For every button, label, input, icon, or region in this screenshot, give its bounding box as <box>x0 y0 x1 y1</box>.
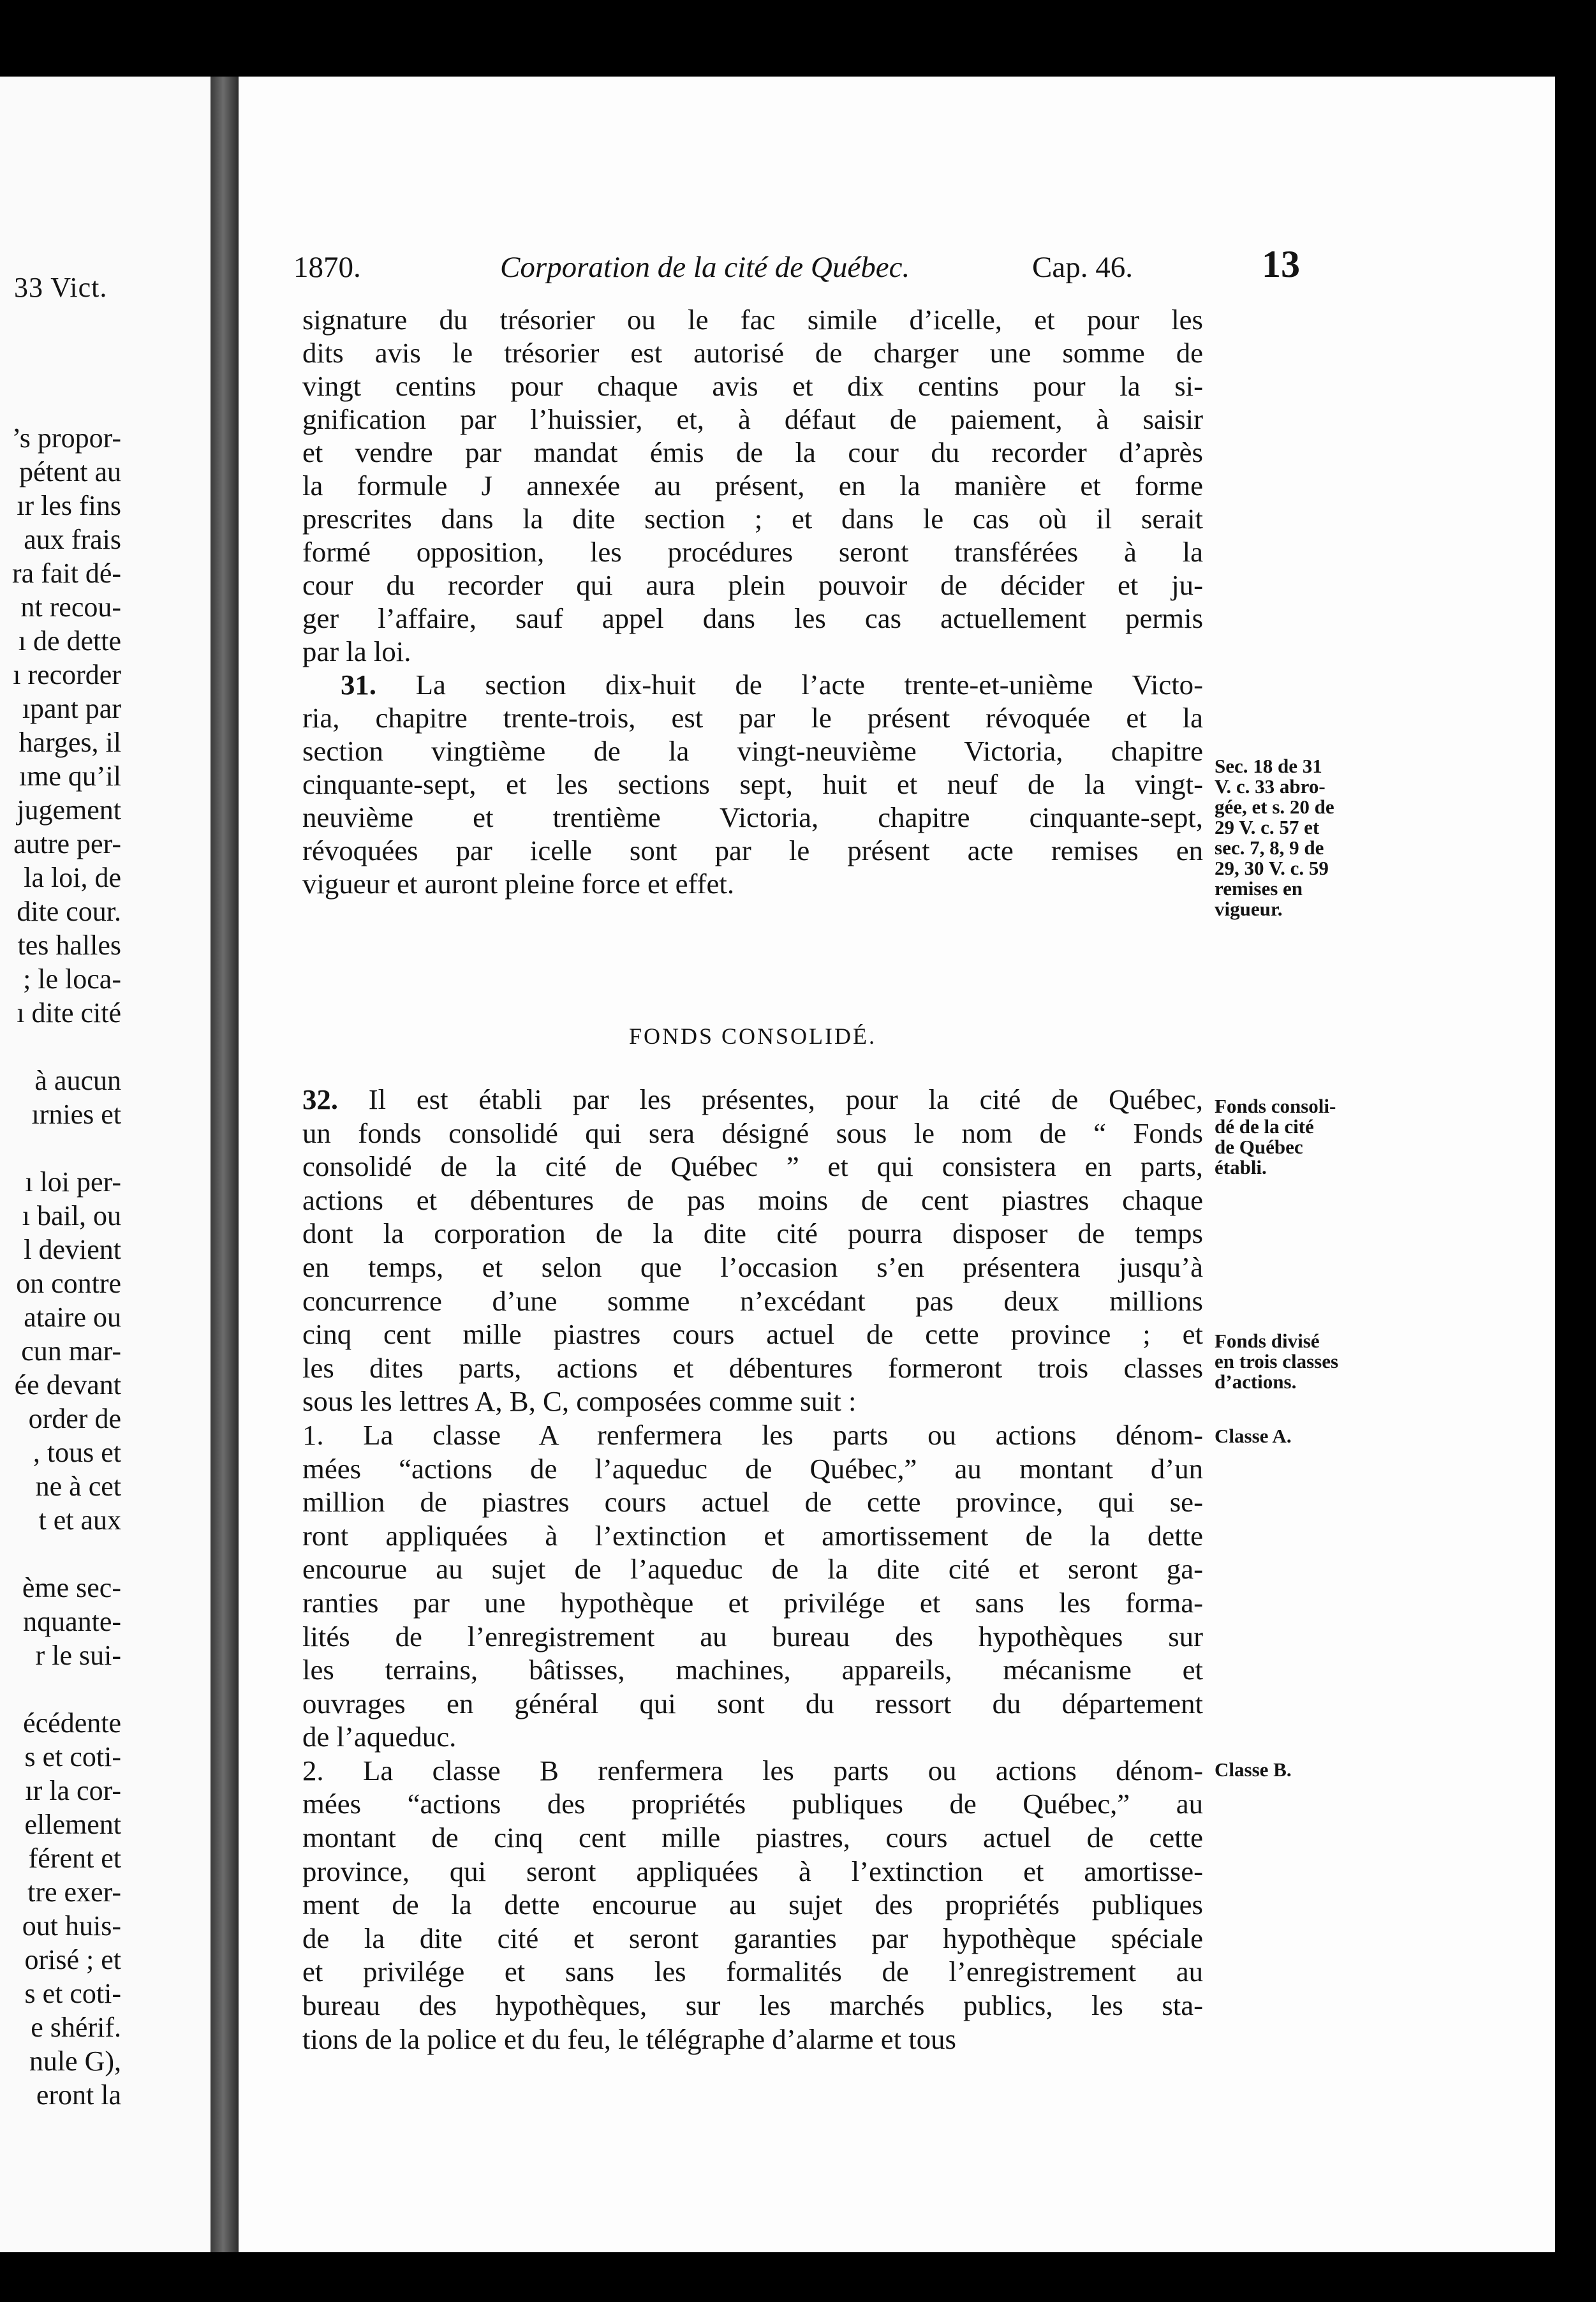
text-line: gnification par l’huissier, et, à défaut de paiement, à saisir <box>302 403 1203 435</box>
previous-page-line: tre exer- <box>27 1876 121 1908</box>
text-line <box>302 668 1203 701</box>
text-line: ment de la dette encourue au sujet des propriétés publiques <box>302 1889 1203 1921</box>
previous-page-line: ı de dette <box>18 625 121 657</box>
previous-page-line: e shérif. <box>31 2012 121 2043</box>
section-number: 31. <box>341 669 376 701</box>
text-line: dits avis le trésorier est autorisé de charger une somme de <box>302 337 1203 369</box>
line-text: La section dix-huit de l’acte trente-et-unième Victo- <box>415 669 1203 701</box>
previous-page-line <box>0 1537 121 1571</box>
margin-note-line: en trois classes <box>1215 1350 1339 1372</box>
previous-page-line: tes halles <box>17 930 121 961</box>
continuation-paragraph <box>302 303 1203 668</box>
previous-page-line: ı bail, ou <box>22 1200 121 1231</box>
text-line: tions de la police et du feu, le télégraphe d’alarme et tous <box>302 2023 956 2055</box>
text-line: la formule J annexée au présent, en la manière et forme <box>302 470 1203 501</box>
previous-page-line: dite cour. <box>17 896 121 927</box>
text-line: ouvrages en général qui sont du ressort du département <box>302 1687 1203 1719</box>
margin-note-line: Fonds divisé <box>1215 1330 1320 1352</box>
text-line: et vendre par mandat émis de la cour du recorder d’après <box>302 436 1203 468</box>
text-line: cinquante-sept, et les sections sept, huit et neuf de la vingt- <box>302 768 1203 800</box>
text-line: million de piastres cours actuel de cette province, qui se- <box>302 1486 1203 1519</box>
previous-page-line: ıme qu’il <box>18 761 121 792</box>
previous-page-header: 33 Vict. <box>14 272 108 303</box>
text-line: montant de cinq cent mille piastres, cours actuel de cette <box>302 1822 1203 1854</box>
text-line: en temps, et selon que l’occasion s’en présentera jusqu’à <box>302 1251 1203 1283</box>
previous-page-line: s et coti- <box>24 1741 121 1772</box>
page-number: 13 <box>1262 243 1300 285</box>
text-line <box>302 1083 1203 1117</box>
previous-page-line: ı recorder <box>13 659 121 690</box>
previous-page-line: aux frais <box>24 524 121 555</box>
margin-note-line: dé de la cité <box>1215 1115 1314 1138</box>
text-line: bureau des hypothèques, sur les marchés publics, les sta- <box>302 1989 1203 2022</box>
text-line: 2. La classe B renfermera les parts ou actions dénom- <box>302 1754 1203 1786</box>
text-line: concurrence d’une somme n’excédant pas deux millions <box>302 1284 1203 1317</box>
text-line: ranties par une hypothèque et privilége et sans les forma- <box>302 1586 1203 1619</box>
text-line: ront appliquées à l’extinction et amortissement de la dette <box>302 1519 1203 1552</box>
running-header-title: Corporation de la cité de Québec. <box>500 251 910 284</box>
previous-page-line: ırnies et <box>31 1099 121 1130</box>
text-line: actions et débentures de pas moins de cent piastres chaque <box>302 1184 1203 1216</box>
scan-border-top <box>0 0 1596 77</box>
main-text-bottom <box>302 1083 1203 2056</box>
previous-page-line: pétent au <box>18 456 121 487</box>
text-line: vigueur et auront pleine force et effet. <box>302 868 735 900</box>
margin-note-line: de Québec <box>1215 1136 1303 1158</box>
text-line: formé opposition, les procédures seront transférées à la <box>302 536 1203 568</box>
previous-page-line: écédente <box>23 1707 121 1739</box>
text-line: sous les lettres A, B, C, composées comme suit : <box>302 1385 857 1418</box>
line-text: Il est établi par les présentes, pour la cité de Québec, <box>368 1083 1203 1115</box>
previous-page-line: s et coti- <box>24 1978 121 2009</box>
text-line: neuvième et trentième Victoria, chapitre cinquante-sept, <box>302 801 1203 833</box>
main-text-top <box>302 303 1203 900</box>
text-line: province, qui seront appliquées à l’extinction et amortisse- <box>302 1855 1203 1887</box>
text-line: vingt centins pour chaque avis et dix centins pour la si- <box>302 370 1203 402</box>
margin-note-line: Sec. 18 de 31 <box>1215 755 1322 777</box>
previous-page-fragment <box>0 77 211 2252</box>
previous-page-line: l devient <box>24 1234 121 1265</box>
section-32 <box>302 1083 1203 1418</box>
previous-page-line: nule G), <box>29 2046 121 2077</box>
classe-a-paragraph <box>302 1418 1203 1754</box>
text-line: section vingtième de la vingt-neuvième Victoria, chapitre <box>302 735 1203 767</box>
margin-note-line: Fonds consoli- <box>1215 1095 1336 1117</box>
text-line: mées “actions de l’aqueduc de Québec,” au montant d’un <box>302 1452 1203 1485</box>
text-line: consolidé de la cité de Québec ” et qui consistera en parts, <box>302 1150 1203 1183</box>
running-header-chapter: Cap. 46. <box>1032 251 1133 284</box>
previous-page-line: ıpant par <box>22 693 121 724</box>
previous-page-line: ra fait dé- <box>12 558 121 589</box>
previous-page-line: ; le loca- <box>23 963 121 995</box>
margin-note-line: gée, et s. 20 de <box>1215 796 1334 818</box>
previous-page-text <box>0 421 121 2112</box>
previous-page-line: out huis- <box>22 1910 121 1942</box>
margin-note-line: 29, 30 V. c. 59 <box>1215 857 1329 879</box>
section-31 <box>302 668 1203 900</box>
text-line: ria, chapitre trente-trois, est par le présent révoquée et la <box>302 702 1203 734</box>
text-line: cinq cent mille piastres cours actuel de cette province ; et <box>302 1318 1203 1351</box>
previous-page-line: ı dite cité <box>17 997 121 1028</box>
previous-page-line: ır les fins <box>17 490 121 521</box>
previous-page-line: t et aux <box>38 1504 121 1536</box>
previous-page-line <box>0 1672 121 1706</box>
previous-page-line: ’s propor- <box>11 422 121 454</box>
text-line: encourue au sujet de l’aqueduc de la dite cité et seront ga- <box>302 1553 1203 1585</box>
previous-page-line: eront la <box>36 2079 121 2111</box>
previous-page-line: ır la cor- <box>25 1775 121 1806</box>
margin-note-classe-a: Classe A. <box>1215 1425 1292 1447</box>
section-heading: FONDS CONSOLIDÉ. <box>628 1023 877 1049</box>
previous-page-line: ataire ou <box>24 1302 121 1333</box>
previous-page-line: cun mar- <box>21 1335 121 1367</box>
margin-note-fonds-consolide <box>1215 1096 1336 1178</box>
previous-page-line: autre per- <box>13 828 121 859</box>
previous-page-line: orisé ; et <box>24 1944 121 1975</box>
book-gutter <box>211 77 239 2252</box>
previous-page-line: harges, il <box>18 727 121 758</box>
margin-note-line: sec. 7, 8, 9 de <box>1215 836 1324 859</box>
previous-page-line: ée devant <box>14 1369 121 1400</box>
classe-b-paragraph <box>302 1754 1203 2056</box>
previous-page-line: férent et <box>28 1843 121 1874</box>
previous-page-line: nquante- <box>23 1606 121 1637</box>
text-line: prescrites dans la dite section ; et dans le cas où il serait <box>302 503 1203 535</box>
text-line: un fonds consolidé qui sera désigné sous le nom de “ Fonds <box>302 1117 1203 1149</box>
text-line: cour du recorder qui aura plein pouvoir de décider et ju- <box>302 569 1203 601</box>
margin-note-section-31 <box>1215 756 1334 919</box>
margin-note-line: 29 V. c. 57 et <box>1215 816 1320 838</box>
previous-page-line: ı loi per- <box>25 1166 121 1198</box>
previous-page-line: , tous et <box>33 1437 121 1468</box>
scan-border-right <box>1555 77 1596 2252</box>
previous-page-line: nt recou- <box>20 591 121 623</box>
section-number: 32. <box>302 1083 338 1115</box>
text-line: par la loi. <box>302 635 411 667</box>
previous-page-line: à aucun <box>34 1065 121 1096</box>
text-line: de l’aqueduc. <box>302 1721 457 1753</box>
text-line: 1. La classe A renfermera les parts ou actions dénom- <box>302 1418 1203 1451</box>
previous-page-line: ellement <box>24 1809 121 1840</box>
margin-note-line: remises en <box>1215 877 1303 900</box>
margin-note-line: d’actions. <box>1215 1370 1297 1393</box>
previous-page-line: la loi, de <box>24 862 121 893</box>
text-line: ger l’affaire, sauf appel dans les cas actuellement permis <box>302 602 1203 634</box>
margin-note-classe-b: Classe B. <box>1215 1758 1292 1781</box>
text-line: lités de l’enregistrement au bureau des hypothèques sur <box>302 1620 1203 1652</box>
text-line: les dites parts, actions et débentures formeront trois classes <box>302 1351 1203 1384</box>
text-line: les terrains, bâtisses, machines, appareils, mécanisme et <box>302 1654 1203 1686</box>
text-line: signature du trésorier ou le fac simile d’icelle, et pour les <box>302 304 1203 336</box>
margin-note-line: établi. <box>1215 1156 1267 1178</box>
previous-page-line: ème sec- <box>22 1572 121 1603</box>
scan-border-bottom <box>0 2252 1596 2302</box>
previous-page-line: on contre <box>16 1268 121 1299</box>
previous-page-line <box>0 1030 121 1064</box>
margin-note-line: vigueur. <box>1215 898 1283 920</box>
previous-page-line <box>0 1131 121 1165</box>
running-header-year: 1870. <box>293 251 361 284</box>
margin-note-trois-classes <box>1215 1331 1338 1392</box>
page <box>239 77 1555 2252</box>
text-line: de la dite cité et seront garanties par hypothèque spéciale <box>302 1922 1203 1954</box>
text-line: révoquées par icelle sont par le présent acte remises en <box>302 835 1203 866</box>
previous-page-line: ne à cet <box>35 1471 121 1502</box>
text-line: mées “actions des propriétés publiques de Québec,” au <box>302 1788 1203 1820</box>
text-line: et privilége et sans les formalités de l’enregistrement au <box>302 1956 1203 1988</box>
previous-page-line: order de <box>28 1403 121 1434</box>
text-line: dont la corporation de la dite cité pourra disposer de temps <box>302 1217 1203 1250</box>
previous-page-line: r le sui- <box>35 1640 121 1671</box>
previous-page-line: jugement <box>17 794 121 826</box>
margin-note-line: V. c. 33 abro- <box>1215 775 1326 798</box>
